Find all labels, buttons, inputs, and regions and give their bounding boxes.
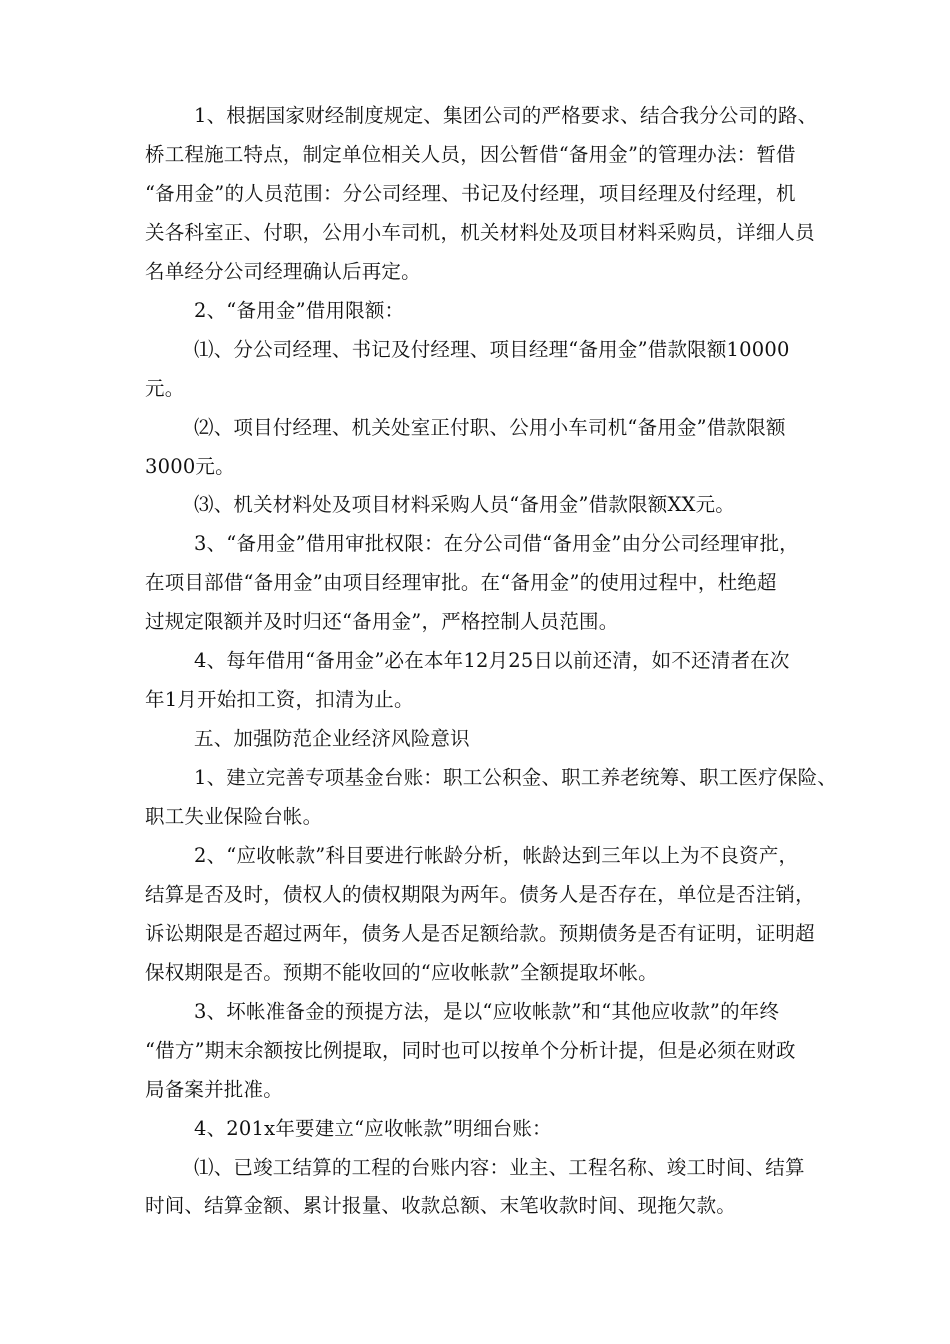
text-line: ⑴、已竣工结算的工程的台账内容：业主、工程名称、竣工时间、结算 — [194, 1156, 805, 1179]
text-line: 结算是否及时，债权人的债权期限为两年。债务人是否存在，单位是否注销， — [145, 883, 815, 906]
text-line: 在项目部借“备用金”由项目经理审批。在“备用金”的使用过程中，杜绝超 — [145, 571, 777, 594]
text-line: ⑴、分公司经理、书记及付经理、项目经理“备用金”借款限额10000 — [194, 338, 790, 361]
text-line: 1、建立完善专项基金台账：职工公积金、职工养老统筹、职工医疗保险、 — [194, 766, 838, 789]
text-line: 3、坏帐准备金的预提方法，是以“应收帐款”和“其他应收款”的年终 — [194, 1000, 780, 1023]
text-line: “备用金”的人员范围：分公司经理、书记及付经理，项目经理及付经理，机 — [145, 182, 796, 205]
text-line: 局备案并批准。 — [145, 1078, 283, 1101]
text-line: 关各科室正、付职，公用小车司机，机关材料处及项目材料采购员，详细人员 — [145, 221, 815, 244]
text-line: 名单经分公司经理确认后再定。 — [145, 260, 421, 283]
text-line: 年1月开始扣工资，扣清为止。 — [145, 688, 414, 711]
text-line: 4、201x年要建立“应收帐款”明细台账： — [194, 1117, 552, 1140]
text-line: 过规定限额并及时归还“备用金”，严格控制人员范围。 — [145, 610, 619, 633]
text-line: “借方”期末余额按比例提取，同时也可以按单个分析计提，但是必须在财政 — [145, 1039, 796, 1062]
text-line: 元。 — [145, 377, 185, 400]
text-line: 2、“应收帐款”科目要进行帐龄分析，帐龄达到三年以上为不良资产， — [194, 844, 799, 867]
text-line: ⑵、项目付经理、机关处室正付职、公用小车司机“备用金”借款限额 — [194, 416, 786, 439]
section-heading: 五、加强防范企业经济风险意识 — [194, 727, 470, 750]
text-line: 4、每年借用“备用金”必在本年12月25日以前还清，如不还清者在次 — [194, 649, 790, 672]
text-line: 1、根据国家财经制度规定、集团公司的严格要求、结合我分公司的路、 — [194, 104, 818, 127]
text-line: 时间、结算金额、累计报量、收款总额、末笔收款时间、现拖欠款。 — [145, 1194, 737, 1217]
text-line: 诉讼期限是否超过两年，债务人是否足额给款。预期债务是否有证明，证明超 — [145, 922, 815, 945]
text-line: 保权期限是否。预期不能收回的“应收帐款”全额提取坏帐。 — [145, 961, 658, 984]
text-line: ⑶、机关材料处及项目材料采购人员“备用金”借款限额XX元。 — [194, 493, 736, 516]
text-line: 职工失业保险台帐。 — [145, 805, 323, 828]
text-line: 2、“备用金”借用限额： — [194, 299, 405, 322]
text-line: 桥工程施工特点，制定单位相关人员，因公暂借“备用金”的管理办法：暂借 — [145, 143, 796, 166]
text-line: 3、“备用金”借用审批权限：在分公司借“备用金”由分公司经理审批， — [194, 532, 799, 555]
text-line: 3000元。 — [145, 455, 235, 478]
